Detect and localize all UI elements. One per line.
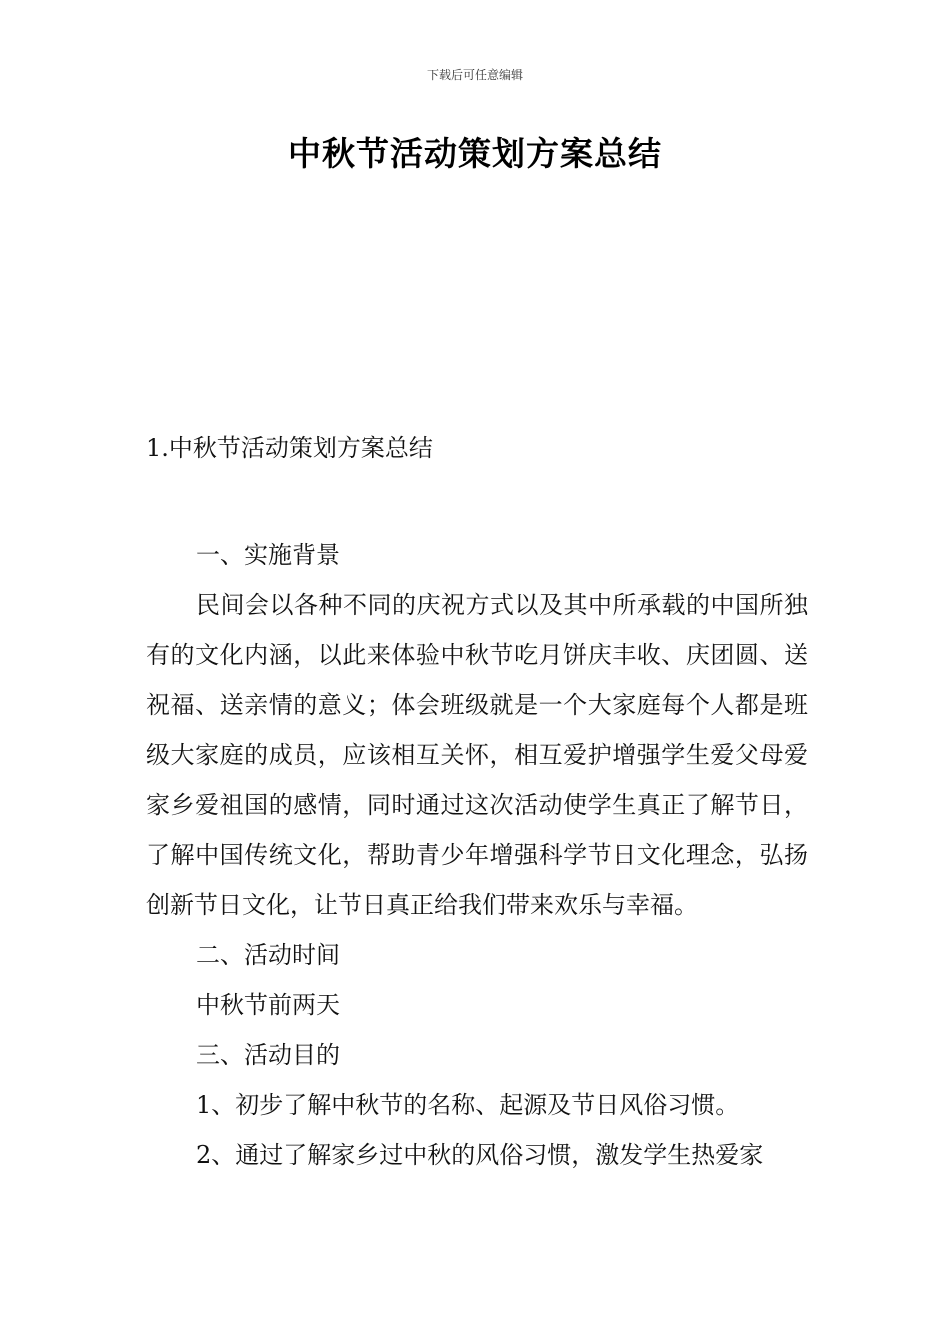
header-note: 下载后可任意编辑 [426,68,523,82]
section-title: 1.中秋节活动策划方案总结 [146,434,433,462]
heading-background: 一、实施背景 [196,541,340,569]
heading-time: 二、活动时间 [196,941,340,969]
body-text [146,530,808,1180]
paragraph-time: 中秋节前两天 [196,991,340,1019]
purpose-item-1: 1、初步了解中秋节的名称、起源及节日风俗习惯。 [196,1091,740,1119]
paragraph-background: 民间会以各种不同的庆祝方式以及其中所承载的中国所独有的文化内涵，以此来体验中秋节吃月饼庆丰收、庆团圆、送祝福、送亲情的意义；体会班级就是一个大家庭每个人都是班级大家庭的成员，应该相互关怀，相互爱护增强学生爱父母爱家乡爱祖国的感情，同时通过这次活动使学生真正了解节日，了解中国传统文化，帮助青少年增强科学节日文化理念，弘扬创新节日文化，让节日真正给我们带来欢乐与幸福。 [146,591,808,919]
purpose-item-2: 2、通过了解家乡过中秋的风俗习惯，激发学生热爱家 [196,1141,764,1169]
heading-purpose: 三、活动目的 [196,1041,340,1069]
document-title: 中秋节活动策划方案总结 [288,134,662,173]
